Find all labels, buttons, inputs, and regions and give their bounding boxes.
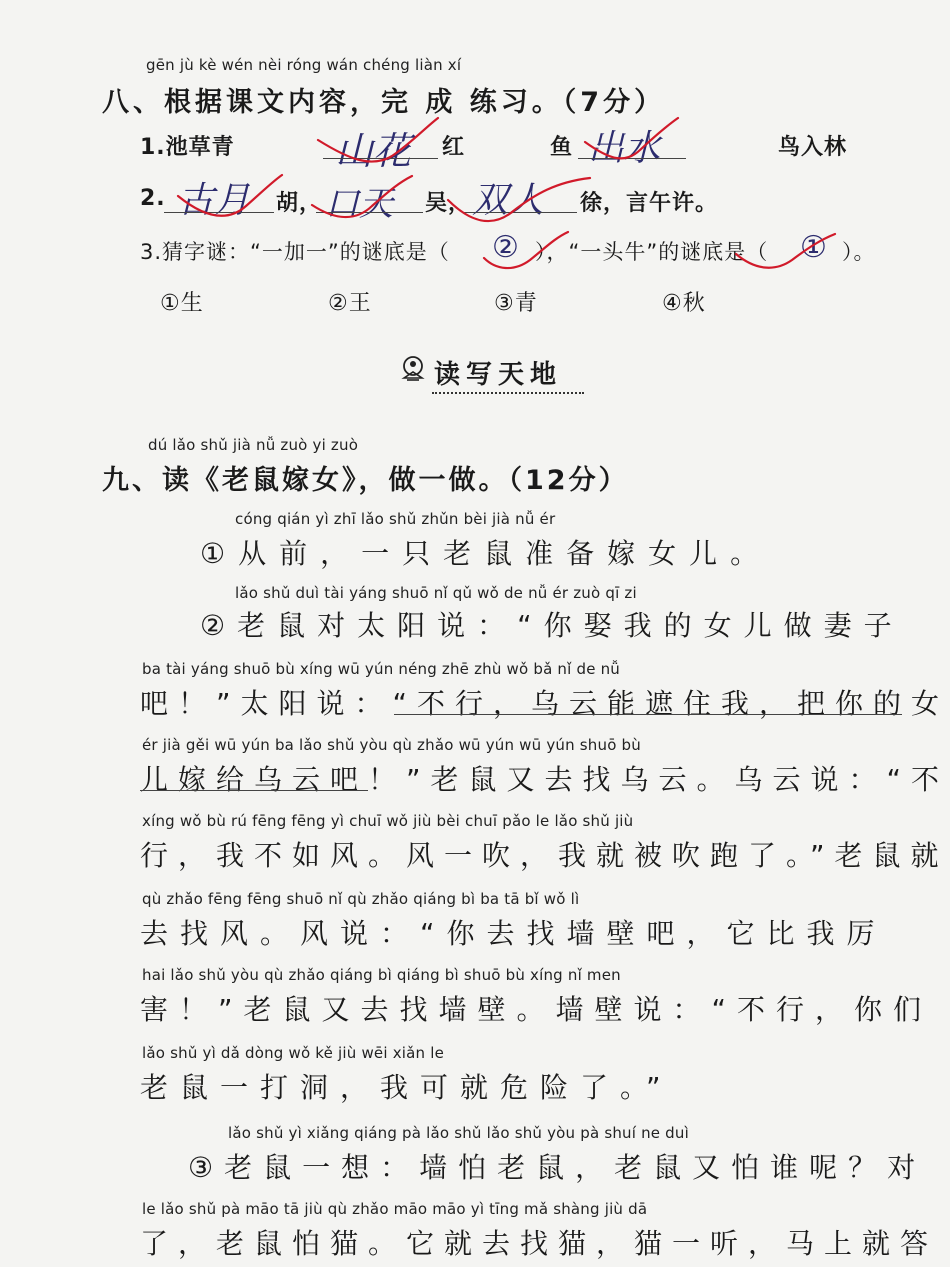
story-line-1-pinyin: cóng qián yì zhī lǎo shǔ zhǔn bèi jià nǚ ér	[235, 510, 556, 528]
q3-option-1: ①生	[160, 291, 204, 316]
check-mark-q3-1	[484, 232, 568, 268]
banner-dotted-underline	[432, 392, 584, 394]
story-line-1: ①从前，一只老鼠准备嫁女儿。	[200, 537, 772, 570]
check-mark-q2-3	[448, 178, 590, 221]
section9-title: 九、读《老鼠嫁女》，做一做。（12分）	[102, 465, 629, 496]
q2-text-3: 徐，言午许。	[580, 191, 719, 216]
q3-text-b: ），“一头牛”的谜底是（	[535, 240, 769, 264]
story-line-10: 了，老鼠怕猫。它就去找猫，猫一听，马上就答	[140, 1227, 939, 1260]
story-line-8: 老鼠一打洞，我可就危险了。”	[140, 1071, 673, 1104]
q3-option-2: ②王	[328, 291, 372, 316]
q3-text-c: ）。	[842, 240, 876, 264]
q1-tail: 鸟入林	[778, 135, 848, 160]
q3-option-3: ③青	[494, 291, 538, 316]
story-line-9-pinyin: lǎo shǔ yì xiǎng qiáng pà lǎo shǔ lǎo shǔ yòu pà shuí ne duì	[228, 1124, 689, 1142]
story-line-6-pinyin: qù zhǎo fēng fēng shuō nǐ qù zhǎo qiáng bì ba tā bǐ wǒ lì	[142, 890, 580, 908]
underline-line-4	[140, 790, 368, 791]
story-line-6: 去找风。风说：“你去找墙壁吧，它比我厉	[140, 917, 887, 950]
q3-answer-1: ②	[492, 230, 519, 265]
q2-answer-1: 古月	[178, 180, 251, 221]
story-line-5: 行，我不如风。风一吹，我就被吹跑了。”老鼠就	[140, 839, 949, 872]
check-mark-q3-2	[736, 234, 835, 268]
story-line-5-pinyin: xíng wǒ bù rú fēng fēng yì chuī wǒ jiù bèi chuī pǎo le lǎo shǔ jiù	[142, 812, 634, 830]
story-line-2-pinyin: lǎo shǔ duì tài yáng shuō nǐ qǔ wǒ de nǚ ér zuò qī zi	[235, 584, 637, 602]
banner-title: 读写天地	[434, 360, 563, 390]
q3-answer-2: ①	[800, 230, 827, 265]
story-line-7: 害！”老鼠又去找墙壁。墙壁说：“不行，你们	[140, 993, 933, 1026]
story-line-8-pinyin: lǎo shǔ yì dǎ dòng wǒ kě jiù wēi xiǎn le	[142, 1044, 445, 1062]
q1-prefix: 1.池草青	[140, 135, 235, 160]
q1-answer-2: 出水	[588, 128, 661, 169]
section8-pinyin: gēn jù kè wén nèi róng wán chéng liàn xí	[146, 56, 462, 74]
story-line-4-pinyin: ér jià gěi wū yún ba lǎo shǔ yòu qù zhǎo wū yún wū yún shuō bù	[142, 736, 641, 754]
q3-text-a: 3.猜字谜：“一加一”的谜底是（	[140, 240, 450, 264]
story-line-3: 吧！”太阳说：“不行，乌云能遮住我，把你的女	[140, 687, 950, 720]
check-mark-q2-2	[312, 176, 412, 217]
q1-text-fish: 鱼	[550, 135, 574, 160]
story-line-4: 儿嫁给乌云吧！”老鼠又去找乌云。乌云说：“不	[140, 763, 950, 796]
underline-line-3	[394, 714, 902, 715]
q2-answer-2: 口天	[325, 184, 393, 224]
section9-pinyin: dú lǎo shǔ jià nǚ zuò yi zuò	[148, 436, 359, 454]
check-mark-q1-2	[585, 118, 678, 158]
story-line-7-pinyin: hai lǎo shǔ yòu qù zhǎo qiáng bì qiáng bì shuō bù xíng nǐ men	[142, 966, 621, 984]
story-line-10-pinyin: le lǎo shǔ pà māo tā jiù qù zhǎo māo māo yì tīng mǎ shàng jiù dā	[142, 1200, 648, 1218]
q1-answer-1: 山花	[335, 129, 412, 173]
q2-text-2: 吴，	[425, 191, 472, 216]
check-mark-q1-1	[318, 118, 438, 162]
section8-title: 八、根据课文内容，完 成 练习。（7分）	[102, 87, 666, 118]
story-line-3-pinyin: ba tài yáng shuō bù xíng wū yún néng zhē zhù wǒ bǎ nǐ de nǚ	[142, 660, 621, 678]
q2-prefix: 2.	[140, 186, 166, 211]
q1-text-red: 红	[442, 135, 466, 160]
check-mark-q2-1	[178, 175, 282, 216]
q2-answer-3: 双人	[472, 180, 545, 221]
q2-text-1: 胡，	[276, 191, 323, 216]
story-line-2: ②老鼠对太阳说：“你娶我的女儿做妻子	[200, 609, 904, 642]
story-line-9: ③老鼠一想：墙怕老鼠，老鼠又怕谁呢？对	[188, 1151, 927, 1184]
reading-child-icon	[398, 354, 428, 384]
q3-option-4: ④秋	[662, 291, 706, 316]
